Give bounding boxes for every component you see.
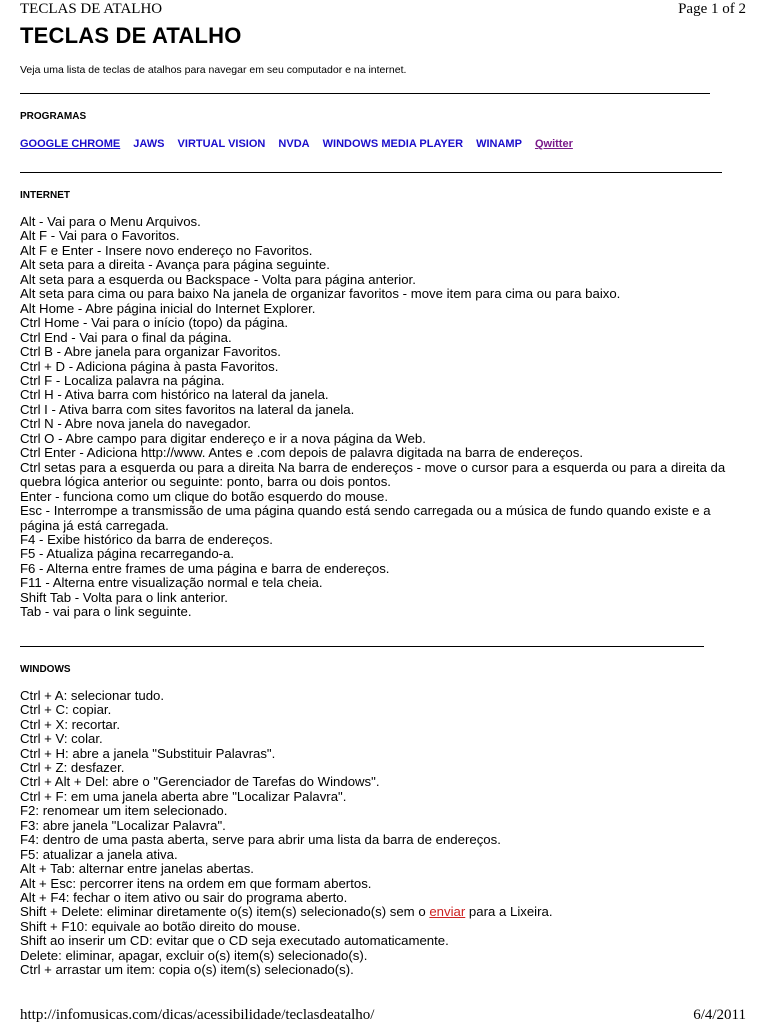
list-item: Ctrl F - Localiza palavra na página.	[20, 372, 225, 388]
print-footer	[20, 1006, 746, 1024]
list-item: Ctrl Enter - Adiciona http://www. Antes e .com depois de palavra digitada na barra de endereços.	[20, 445, 583, 461]
print-page-number: Page 1 of 2	[678, 1, 746, 17]
list-item: Alt - Vai para o Menu Arquivos.	[20, 214, 201, 229]
list-item: F11 - Alterna entre visualização normal e tela cheia.	[20, 575, 323, 591]
print-footer-date: 6/4/2011	[693, 1007, 746, 1023]
link-qwitter[interactable]: Qwitter	[534, 138, 573, 150]
windows-heading: WINDOWS	[20, 663, 71, 675]
divider	[20, 646, 704, 647]
list-item: Ctrl + V: colar.	[20, 731, 103, 747]
list-item: Ctrl setas para a esquerda ou para a direita Na barra de endereços - move o cursor para a esquerda ou para a direita da quebra lógica anterior ou seguinte: ponto, barra ou dois pontos.	[20, 459, 726, 490]
list-item: Alt seta para a direita - Avança para página seguinte.	[20, 257, 330, 273]
list-item: Ctrl B - Abre janela para organizar Favoritos.	[20, 344, 281, 360]
list-item: Ctrl + H: abre a janela "Substituir Palavras".	[20, 745, 276, 761]
list-item: Ctrl + Alt + Del: abre o "Gerenciador de Tarefas do Windows".	[20, 774, 380, 790]
list-item: Alt F - Vai para o Favoritos.	[20, 228, 180, 244]
link-winamp[interactable]: WINAMP	[476, 138, 522, 150]
list-item: Ctrl End - Vai para o final da página.	[20, 329, 232, 345]
list-item: F5 - Atualiza página recarregando-a.	[20, 546, 235, 562]
list-item: Alt Home - Abre página inicial do Internet Explorer.	[20, 300, 316, 316]
print-header-title: TECLAS DE ATALHO	[20, 1, 163, 17]
link-google-chrome[interactable]: GOOGLE CHROME	[20, 138, 121, 150]
list-item: Tab - vai para o link seguinte.	[20, 604, 192, 620]
list-item: Ctrl O - Abre campo para digitar endereço e ir a nova página da Web.	[20, 430, 426, 446]
list-item: Delete: eliminar, apagar, excluir o(s) item(s) selecionado(s).	[20, 947, 368, 963]
list-item: Ctrl + arrastar um item: copia o(s) item(s) selecionado(s).	[20, 962, 354, 978]
link-virtual-vision[interactable]: VIRTUAL VISION	[177, 138, 266, 150]
page-content	[20, 22, 750, 978]
program-links-nav	[20, 137, 750, 151]
list-item: Ctrl N - Abre nova janela do navegador.	[20, 416, 251, 432]
internet-shortcut-list	[20, 215, 750, 620]
list-item: F4: dentro de uma pasta aberta, serve para abrir uma lista da barra de endereços.	[20, 832, 501, 848]
list-item: Ctrl H - Ativa barra com histórico na lateral da janela.	[20, 387, 329, 403]
print-header	[20, 0, 746, 18]
list-item: Alt + Esc: percorrer itens na ordem em que formam abertos.	[20, 875, 372, 891]
list-item: Shift ao inserir um CD: evitar que o CD seja executado automaticamente.	[20, 933, 449, 949]
list-item: Ctrl + X: recortar.	[20, 716, 121, 732]
page-title: TECLAS DE ATALHO	[20, 23, 242, 48]
list-item: F4 - Exibe histórico da barra de endereços.	[20, 531, 273, 547]
list-item: F5: atualizar a janela ativa.	[20, 846, 178, 862]
intro-text: Veja uma lista de teclas de atalhos para navegar em seu computador e na internet.	[20, 64, 407, 76]
list-item: Ctrl + A: selecionar tudo.	[20, 687, 165, 703]
shift-delete-text: Shift + Delete: eliminar diretamente o(s) item(s) selecionado(s) sem o	[20, 904, 430, 920]
windows-shortcut-list	[20, 689, 750, 978]
divider	[20, 93, 710, 94]
list-item: F6 - Alterna entre frames de uma página e barra de endereços.	[20, 560, 390, 576]
list-item: Ctrl + D - Adiciona página à pasta Favoritos.	[20, 358, 279, 374]
list-item: Ctrl I - Ativa barra com sites favoritos na lateral da janela.	[20, 401, 355, 417]
list-item: Ctrl Home - Vai para o início (topo) da página.	[20, 315, 289, 331]
link-nvda[interactable]: NVDA	[278, 138, 310, 150]
print-footer-url: http://infomusicas.com/dicas/acessibilidade/teclasdeatalho/	[20, 1007, 375, 1023]
divider	[20, 172, 722, 173]
list-item: Shift + F10: equivale ao botão direito do mouse.	[20, 918, 301, 934]
list-item: Alt + F4: fechar o item ativo ou sair do programa aberto.	[20, 890, 348, 906]
list-item: Alt F e Enter - Insere novo endereço no Favoritos.	[20, 242, 313, 258]
shift-delete-text-end: para a Lixeira.	[465, 904, 553, 920]
list-item: F3: abre janela "Localizar Palavra".	[20, 817, 226, 833]
list-item: Alt seta para cima ou para baixo Na janela de organizar favoritos - move item para cima ou para baixo.	[20, 286, 621, 302]
list-item: Enter - funciona como um clique do botão esquerdo do mouse.	[20, 488, 389, 504]
enviar-link[interactable]: enviar	[429, 904, 466, 920]
list-item: Ctrl + F: em uma janela aberta abre "Localizar Palavra".	[20, 788, 347, 804]
internet-heading: INTERNET	[20, 190, 70, 201]
list-item: Alt + Tab: alternar entre janelas abertas.	[20, 861, 254, 877]
list-item: Alt seta para a esquerda ou Backspace - Volta para página anterior.	[20, 271, 416, 287]
link-windows-media-player[interactable]: WINDOWS MEDIA PLAYER	[322, 138, 464, 150]
list-item: Ctrl + C: copiar.	[20, 702, 112, 718]
list-item	[20, 905, 750, 919]
list-item: Ctrl + Z: desfazer.	[20, 759, 125, 775]
list-item: F2: renomear um item selecionado.	[20, 803, 228, 819]
list-item: Esc - Interrompe a transmissão de uma página quando está sendo carregada ou a música de fundo quando existe e a página já está carregada.	[20, 503, 711, 533]
list-item: Shift Tab - Volta para o link anterior.	[20, 589, 228, 605]
link-jaws[interactable]: JAWS	[133, 138, 165, 150]
programs-heading: PROGRAMAS	[20, 111, 87, 122]
